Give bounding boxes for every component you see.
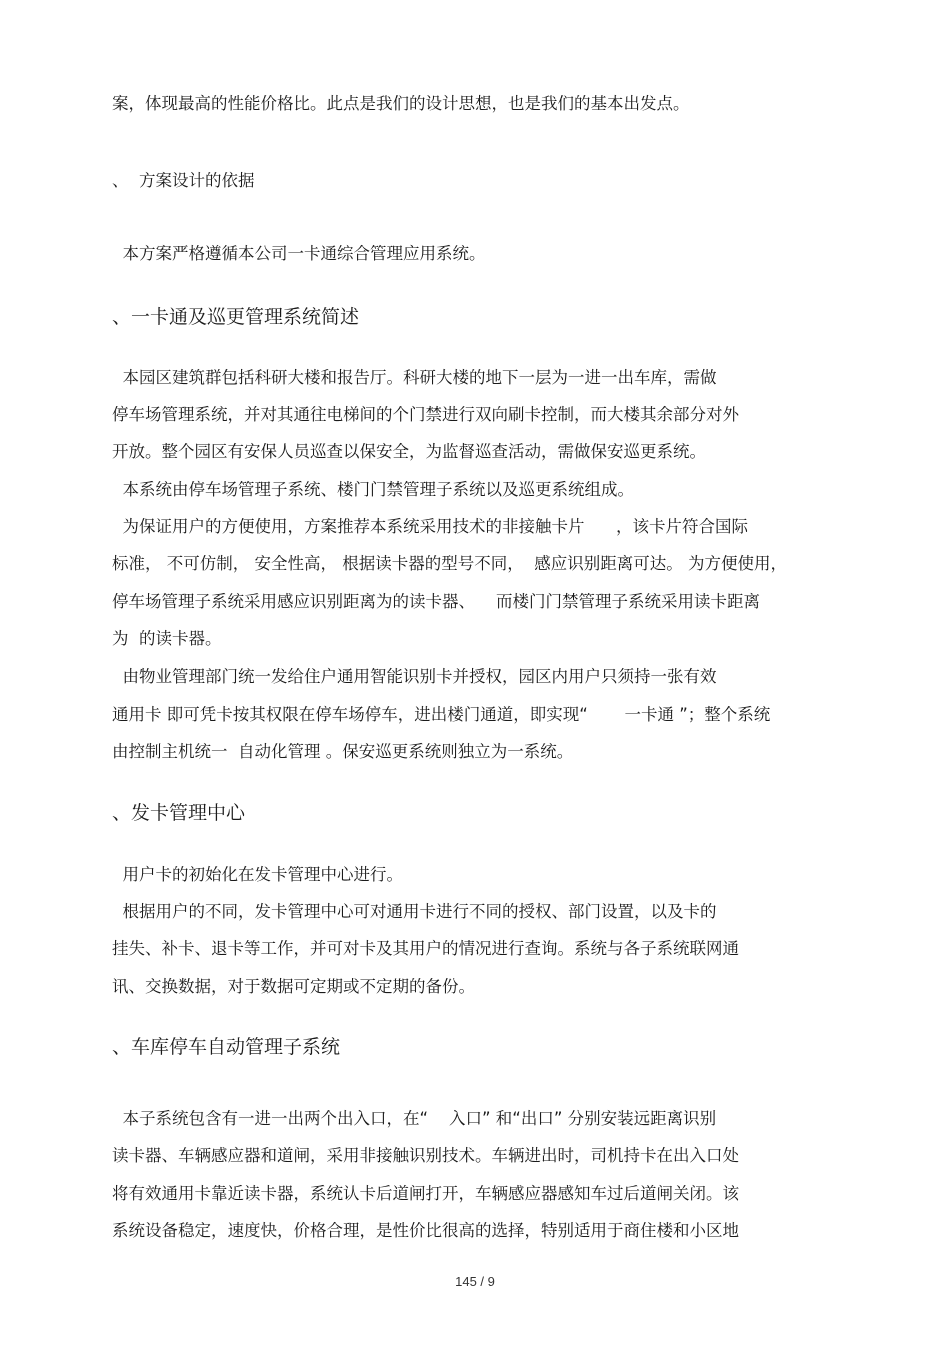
paragraph-line: 开放。整个园区有安保人员巡查以保安全，为监督巡查活动，需做保安巡更系统。 [112, 442, 706, 461]
paragraph-line: 挂失、补卡、退卡等工作，并可对卡及其用户的情况进行查询。系统与各子系统联网通 [112, 939, 739, 958]
paragraph-line: 根据用户的不同，发卡管理中心可对通用卡进行不同的授权、部门设置，以及卡的 [112, 902, 717, 921]
section-heading-card-center: 、发卡管理中心 [112, 802, 246, 824]
paragraph-line: 讯、交换数据，对于数据可定期或不定期的备份。 [112, 977, 475, 996]
paragraph-line: 本园区建筑群包括科研大楼和报告厅。科研大楼的地下一层为一进一出车库，需做 [112, 368, 717, 387]
paragraph-line: 本子系统包含有一进一出两个出入口，在“ 入口” 和“出口” 分别安装远距离识别 [112, 1109, 717, 1128]
intro-line: 案，体现最高的性能价格比。此点是我们的设计思想，也是我们的基本出发点。 [112, 94, 690, 113]
section-heading-overview: 、一卡通及巡更管理系统简述 [112, 306, 360, 328]
paragraph-line: 停车场管理系统，并对其通往电梯间的个门禁进行双向刷卡控制，而大楼其余部分对外 [112, 405, 739, 424]
paragraph-line: 本系统由停车场管理子系统、楼门门禁管理子系统以及巡更系统组成。 [112, 480, 634, 499]
paragraph-line: 为保证用户的方便使用，方案推荐本系统采用技术的非接触卡片 ，该卡片符合国际 [112, 517, 748, 536]
paragraph-line: 通用卡 即可凭卡按其权限在停车场停车，进出楼门通道，即实现“ 一卡通 ”；整个系统 [112, 705, 771, 724]
page-number: 145 / 9 [455, 1274, 495, 1289]
paragraph-line: 本方案严格遵循本公司一卡通综合管理应用系统。 [112, 244, 486, 263]
paragraph-line: 将有效通用卡靠近读卡器，系统认卡后道闸打开，车辆感应器感知车过后道闸关闭。该 [112, 1184, 739, 1203]
paragraph-line: 用户卡的初始化在发卡管理中心进行。 [112, 865, 403, 884]
paragraph-line: 停车场管理子系统采用感应识别距离为的读卡器、 而楼门门禁管理子系统采用读卡距离 [112, 592, 760, 611]
paragraph-line: 由物业管理部门统一发给住户通用智能识别卡并授权，园区内用户只须持一张有效 [112, 667, 717, 686]
paragraph-line: 由控制主机统一 自动化管理 。保安巡更系统则独立为一系统。 [112, 742, 574, 761]
paragraph-line: 为 的读卡器。 [112, 629, 222, 648]
section-heading-basis: 、 方案设计的依据 [112, 171, 255, 190]
section-heading-parking: 、车库停车自动管理子系统 [112, 1036, 341, 1058]
paragraph-line: 读卡器、车辆感应器和道闸，采用非接触识别技术。车辆进出时，司机持卡在出入口处 [112, 1146, 739, 1165]
paragraph-line: 系统设备稳定，速度快，价格合理，是性价比很高的选择，特别适用于商住楼和小区地 [112, 1221, 739, 1240]
paragraph-line: 标准， 不可仿制， 安全性高， 根据读卡器的型号不同， 感应识别距离可达。 为方便使用， [112, 554, 787, 573]
